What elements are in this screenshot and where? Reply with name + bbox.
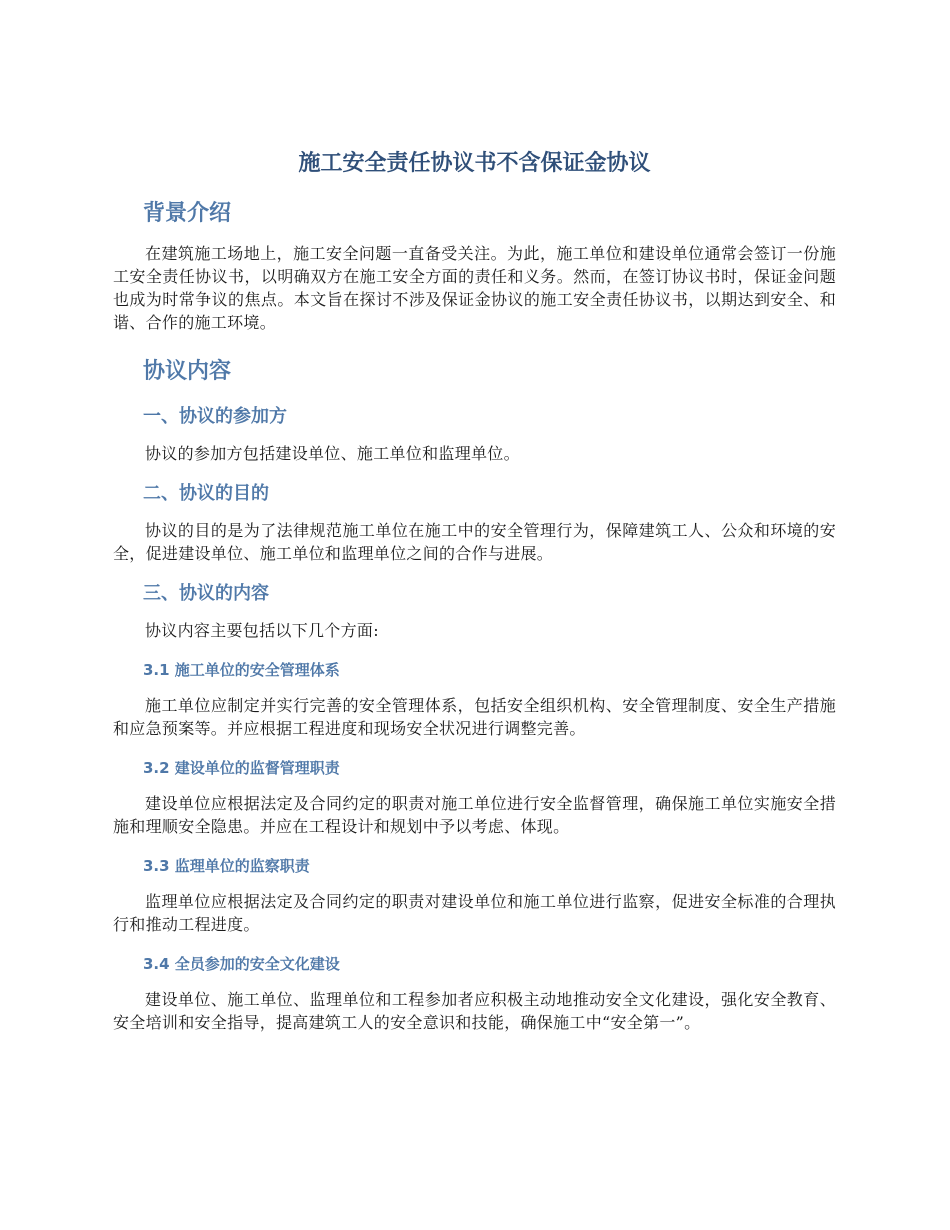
heading-item-3-1: 3.1 施工单位的安全管理体系 (143, 661, 340, 679)
paragraph-section-2: 协议的目的是为了法律规范施工单位在施工中的安全管理行为，保障建筑工人、公众和环境的安全，促进建设单位、施工单位和监理单位之间的合作与进展。 (113, 521, 836, 563)
paragraph-item-3-4: 建设单位、施工单位、监理单位和工程参加者应积极主动地推动安全文化建设，强化安全教育、安全培训和安全指导，提高建筑工人的安全意识和技能，确保施工中“安全第一”。 (113, 990, 836, 1032)
paragraph-section-1: 协议的参加方包括建设单位、施工单位和监理单位。 (145, 444, 520, 463)
document-page (113, 142, 836, 1042)
paragraph-item-3-1: 施工单位应制定并实行完善的安全管理体系，包括安全组织机构、安全管理制度、安全生产措施和应急预案等。并应根据工程进度和现场安全状况进行调整完善。 (113, 696, 836, 738)
heading-item-3-4: 3.4 全员参加的安全文化建设 (143, 955, 340, 973)
paragraph-background: 在建筑施工场地上，施工安全问题一直备受关注。为此，施工单位和建设单位通常会签订一份施工安全责任协议书，以明确双方在施工安全方面的责任和义务。然而，在签订协议书时，保证金问题也成为时常争议的焦点。本文旨在探讨不涉及保证金协议的施工安全责任协议书，以期达到安全、和谐、合作的施工环境。 (113, 244, 836, 332)
heading-item-3-3: 3.3 监理单位的监察职责 (143, 857, 310, 875)
heading-section-3: 三、协议的内容 (143, 583, 269, 604)
paragraph-item-3-2: 建设单位应根据法定及合同约定的职责对施工单位进行安全监督管理，确保施工单位实施安全措施和理顺安全隐患。并应在工程设计和规划中予以考虑、体现。 (113, 794, 836, 836)
paragraph-item-3-3: 监理单位应根据法定及合同约定的职责对建设单位和施工单位进行监察，促进安全标准的合理执行和推动工程进度。 (113, 892, 836, 934)
paragraph-section-3-intro: 协议内容主要包括以下几个方面: (145, 621, 379, 640)
heading-item-3-2: 3.2 建设单位的监督管理职责 (143, 759, 340, 777)
heading-background: 背景介绍 (143, 201, 232, 226)
heading-section-2: 二、协议的目的 (143, 483, 269, 504)
heading-agreement-content: 协议内容 (143, 359, 232, 384)
document-title: 施工安全责任协议书不含保证金协议 (298, 151, 651, 176)
heading-section-1: 一、协议的参加方 (143, 406, 287, 427)
